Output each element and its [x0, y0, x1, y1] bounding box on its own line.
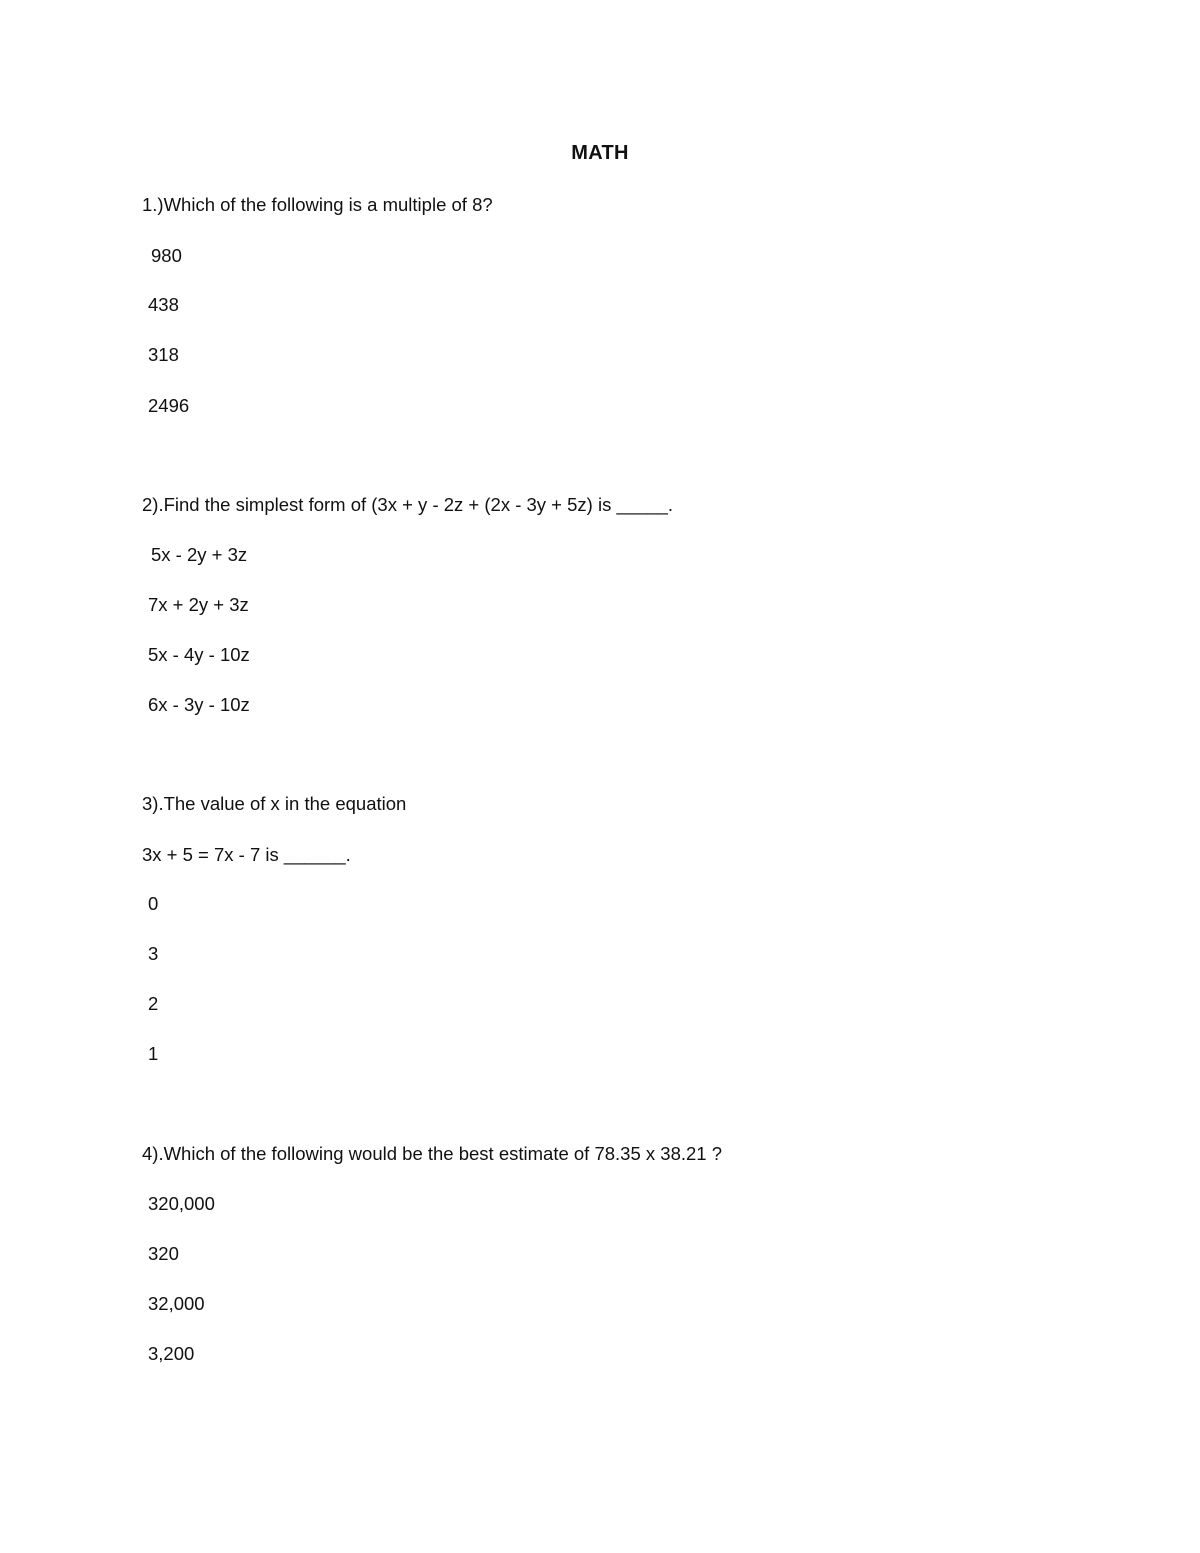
- question-1-option-1: 980: [151, 245, 182, 266]
- question-2-option-4: 6x - 3y - 10z: [148, 694, 250, 715]
- question-1-option-4: 2496: [148, 395, 190, 416]
- question-1-option-3: 318: [148, 344, 179, 365]
- question-2-prompt: 2).Find the simplest form of (3x + y - 2z + (2x - 3y + 5z) is _____.: [142, 494, 674, 515]
- question-4-option-4: 3,200: [148, 1343, 195, 1364]
- question-4-option-2: 320: [148, 1243, 179, 1264]
- question-3-prompt-equation: 3x + 5 = 7x - 7 is ______.: [142, 844, 351, 865]
- page-title: MATH: [571, 142, 629, 164]
- question-3-option-4: 1: [148, 1043, 159, 1064]
- question-2-option-2: 7x + 2y + 3z: [148, 594, 249, 615]
- question-3-option-3: 2: [148, 993, 159, 1014]
- question-3-option-1: 0: [148, 893, 159, 914]
- question-3-option-2: 3: [148, 943, 159, 964]
- question-4-option-3: 32,000: [148, 1293, 205, 1314]
- question-3-prompt: 3).The value of x in the equation: [142, 793, 407, 814]
- question-4-option-1: 320,000: [148, 1193, 215, 1214]
- question-2-option-3: 5x - 4y - 10z: [148, 644, 250, 665]
- question-1-option-2: 438: [148, 294, 179, 315]
- question-4-prompt: 4).Which of the following would be the best estimate of 78.35 x 38.21 ?: [142, 1143, 723, 1164]
- question-1-prompt: 1.)Which of the following is a multiple of 8?: [142, 194, 493, 215]
- question-2-option-1: 5x - 2y + 3z: [151, 544, 248, 565]
